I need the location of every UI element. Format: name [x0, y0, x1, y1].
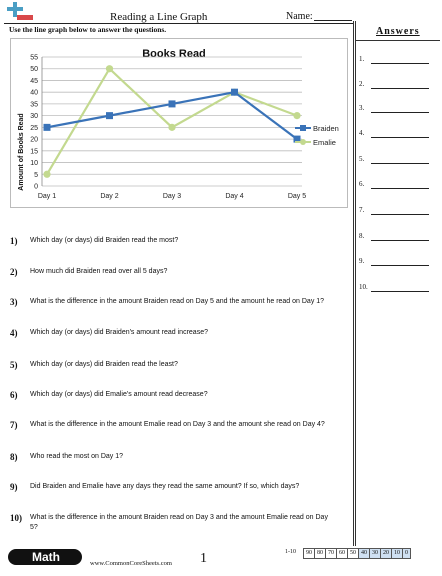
data-point: [293, 112, 300, 119]
legend-marker: [300, 125, 306, 131]
question-number: 9): [10, 482, 18, 492]
header-divider: [4, 23, 354, 24]
question-number: 8): [10, 452, 18, 462]
y-tick-label: 0: [34, 183, 38, 191]
question-number: 6): [10, 390, 18, 400]
score-cell: 50: [347, 548, 359, 559]
page-number: 1: [200, 551, 207, 566]
chart-title: Books Read: [142, 48, 206, 60]
answer-number: 3.: [359, 104, 365, 112]
answer-row: [359, 80, 434, 92]
answer-row: [359, 257, 434, 269]
answer-row: [359, 129, 434, 141]
answer-number: 7.: [359, 206, 365, 214]
y-tick-label: 50: [30, 66, 38, 74]
score-cell: 20: [380, 548, 392, 559]
column-divider: [353, 21, 354, 546]
answer-blank[interactable]: [371, 291, 429, 292]
answer-number: 4.: [359, 129, 365, 137]
question-number: 5): [10, 360, 18, 370]
data-point: [169, 100, 176, 107]
answer-row: [359, 104, 434, 116]
site-url: www.CommonCoreSheets.com: [90, 560, 172, 567]
question-number: 1): [10, 236, 18, 246]
y-tick-label: 55: [30, 54, 38, 62]
question-number: 2): [10, 267, 18, 277]
name-field[interactable]: [314, 20, 352, 21]
name-label: Name:: [286, 11, 313, 22]
answer-number: 10.: [359, 283, 368, 291]
line-chart: [10, 38, 348, 208]
data-point: [44, 124, 51, 131]
question-number: 4): [10, 328, 18, 338]
y-tick-label: 10: [30, 160, 38, 168]
score-range: 1-10: [285, 549, 296, 555]
y-tick-label: 30: [30, 113, 38, 121]
answer-blank[interactable]: [371, 240, 429, 241]
question-text: Who read the most on Day 1?: [30, 453, 123, 460]
y-tick-label: 25: [30, 124, 38, 132]
data-point: [231, 89, 238, 96]
answer-blank[interactable]: [371, 63, 429, 64]
column-divider: [355, 21, 356, 546]
logo-icon: [6, 2, 34, 22]
answer-row: [359, 283, 434, 295]
answer-blank[interactable]: [371, 112, 429, 113]
question-text: What is the difference in the amount Braiden read on Day 3 and the amount Emalie read on Day 5?: [30, 514, 328, 531]
question-text: Which day (or days) did Braiden read the most?: [30, 237, 179, 244]
legend-label: Braiden: [313, 124, 339, 133]
legend-label: Emalie: [313, 138, 336, 147]
data-point: [43, 171, 50, 178]
y-tick-label: 15: [30, 148, 38, 156]
answer-blank[interactable]: [371, 265, 429, 266]
worksheet-title: Reading a Line Graph: [110, 11, 208, 23]
score-cell: 70: [325, 548, 337, 559]
question-text: How much did Braiden read over all 5 days?: [30, 268, 168, 275]
question-text: What is the difference in the amount Braiden read on Day 5 and the amount he read on Day 1?: [30, 298, 325, 305]
data-point: [106, 112, 113, 119]
y-tick-label: 45: [30, 77, 38, 85]
answer-blank[interactable]: [371, 163, 429, 164]
answer-number: 5.: [359, 155, 365, 163]
x-tick-label: Day 1: [37, 193, 57, 200]
answer-number: 9.: [359, 257, 365, 265]
instructions: Use the line graph below to answer the questions.: [9, 25, 167, 34]
answers-title: Answers: [376, 26, 420, 37]
question-text: Did Braiden and Emalie have any days they read the same amount? If so, which days?: [30, 483, 300, 490]
answer-row: [359, 155, 434, 167]
score-cell: 0: [402, 548, 411, 559]
answer-number: 8.: [359, 232, 365, 240]
question-number: 3): [10, 297, 18, 307]
y-tick-label: 20: [30, 136, 38, 144]
question-text: Which day (or days) did Braiden read the least?: [30, 361, 178, 368]
legend-marker: [300, 139, 306, 145]
answer-number: 1.: [359, 55, 365, 63]
answer-row: [359, 55, 434, 67]
data-point: [106, 65, 113, 72]
answer-row: [359, 180, 434, 192]
question-text: What is the difference in the amount Emalie read on Day 3 and the amount she read on Day 4?: [30, 421, 325, 428]
y-tick-label: 40: [30, 89, 38, 97]
x-tick-label: Day 5: [287, 193, 307, 200]
answers-divider: [356, 40, 440, 41]
score-cell: 80: [314, 548, 326, 559]
y-tick-label: 5: [34, 171, 38, 179]
answer-blank[interactable]: [371, 214, 429, 215]
answer-number: 2.: [359, 80, 365, 88]
x-tick-label: Day 2: [100, 193, 119, 200]
question-number: 10): [10, 513, 22, 523]
question-number: 7): [10, 420, 18, 430]
answer-row: [359, 232, 434, 244]
y-axis-label: Amount of Books Read: [18, 113, 25, 191]
score-cell: 60: [336, 548, 348, 559]
x-tick-label: Day 3: [162, 193, 182, 200]
data-point: [168, 124, 175, 131]
question-text: Which day (or days) did Braiden's amount read increase?: [30, 329, 208, 336]
score-cell: 30: [369, 548, 381, 559]
answer-blank[interactable]: [371, 188, 429, 189]
score-table: [304, 548, 411, 559]
answer-blank[interactable]: [371, 88, 429, 89]
score-cell: 40: [358, 548, 370, 559]
question-text: Which day (or days) did Emalie's amount read decrease?: [30, 391, 208, 398]
score-cell: 90: [303, 548, 315, 559]
score-cell: 10: [391, 548, 403, 559]
answer-number: 6.: [359, 180, 365, 188]
subject-label: Math: [32, 550, 60, 564]
y-tick-label: 35: [30, 101, 38, 109]
answer-blank[interactable]: [371, 137, 429, 138]
series-line-emalie: [47, 69, 297, 175]
x-tick-label: Day 4: [225, 193, 244, 200]
answer-row: [359, 206, 434, 218]
